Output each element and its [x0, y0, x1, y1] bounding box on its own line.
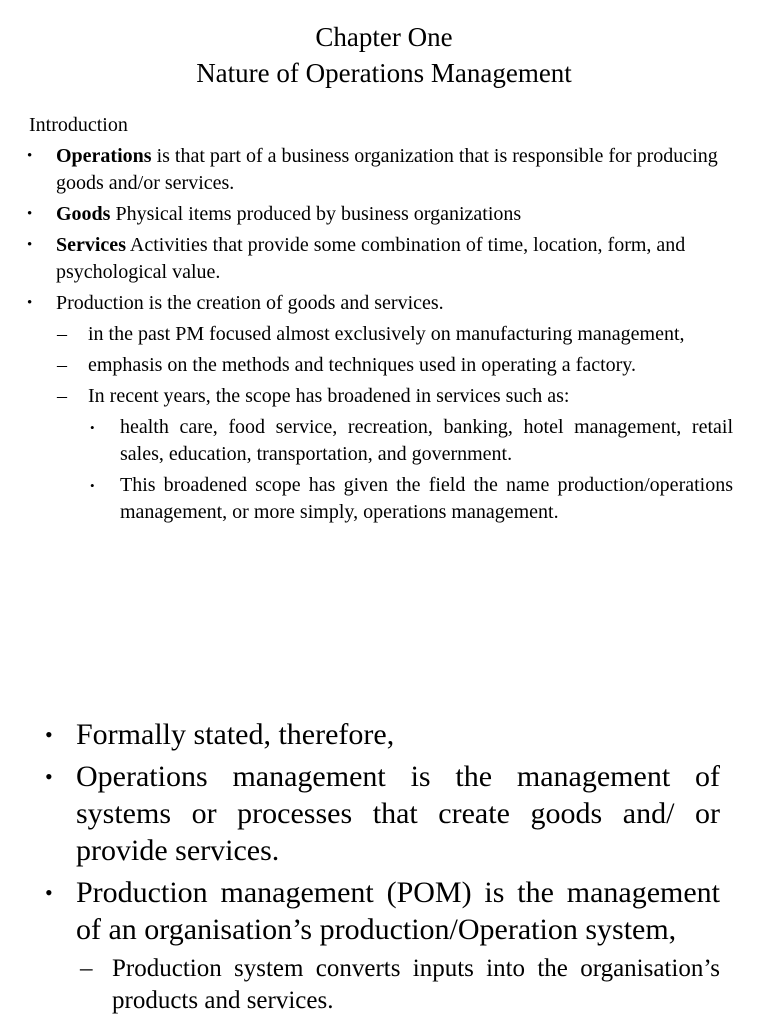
sub-list-item: [27, 321, 733, 348]
sub-list-item: [27, 383, 733, 410]
term: Operations: [56, 145, 152, 167]
term: Services: [56, 234, 126, 256]
term: Goods: [56, 203, 111, 225]
sub-list-item: [45, 953, 720, 1017]
sub-list-item: [27, 352, 733, 379]
list-item: [45, 716, 720, 753]
definition: Physical items produced by business organizations: [110, 203, 522, 225]
list-item: [45, 758, 720, 869]
definition: Activities that provide some combination of time, location, form, and psychological value.: [56, 234, 686, 283]
dash-icon: –: [57, 323, 67, 345]
sub-sub-list-item: [27, 414, 733, 468]
sub-sub-list-item: [27, 472, 733, 526]
bullet-icon: •: [27, 295, 33, 311]
item-text: Production management (POM) is the management of an organisation’s production/Operation system,: [76, 876, 720, 946]
sub-sub-item-text: This broadened scope has given the field the name production/operations management, or more simply, operations management.: [120, 474, 733, 523]
sub-item-text: In recent years, the scope has broadened in services such as:: [88, 385, 570, 407]
list-item: [27, 201, 733, 228]
bullet-icon: •: [45, 880, 53, 905]
list-item: [27, 232, 733, 286]
bullet-icon: •: [90, 478, 95, 493]
bullet-icon: •: [90, 420, 95, 435]
list-item: [27, 143, 733, 197]
bullet-icon: •: [27, 206, 33, 222]
definition: is that part of a business organization that is responsible for producing goods and/or services.: [56, 145, 718, 194]
dash-icon: –: [57, 385, 67, 407]
chapter-subtitle: Nature of Operations Management: [196, 58, 572, 88]
sub-item-text: Production system converts inputs into the organisation’s products and services.: [112, 955, 720, 1014]
sub-item-text: emphasis on the methods and techniques used in operating a factory.: [88, 354, 636, 376]
definition: Production is the creation of goods and services.: [56, 292, 444, 314]
bullet-list: [27, 143, 733, 530]
list-item: [45, 874, 720, 948]
bullet-list: [45, 716, 720, 1017]
list-item: [27, 290, 733, 317]
slide-2: [0, 712, 768, 1024]
sub-item-text: in the past PM focused almost exclusively on manufacturing management,: [88, 323, 685, 345]
chapter-title: Chapter One: [315, 22, 453, 52]
bullet-icon: •: [27, 148, 33, 164]
item-text: Formally stated, therefore,: [76, 718, 395, 751]
dash-icon: –: [80, 955, 93, 982]
sub-sub-item-text: health care, food service, recreation, banking, hotel management, retail sales, education, transportation, and government.: [120, 416, 733, 465]
bullet-icon: •: [27, 237, 33, 253]
bullet-icon: •: [45, 722, 53, 747]
section-label: Introduction: [29, 114, 128, 136]
dash-icon: –: [57, 354, 67, 376]
bullet-icon: •: [45, 764, 53, 789]
item-text: Operations management is the management of systems or processes that create goods and/ or provide services.: [76, 760, 720, 867]
